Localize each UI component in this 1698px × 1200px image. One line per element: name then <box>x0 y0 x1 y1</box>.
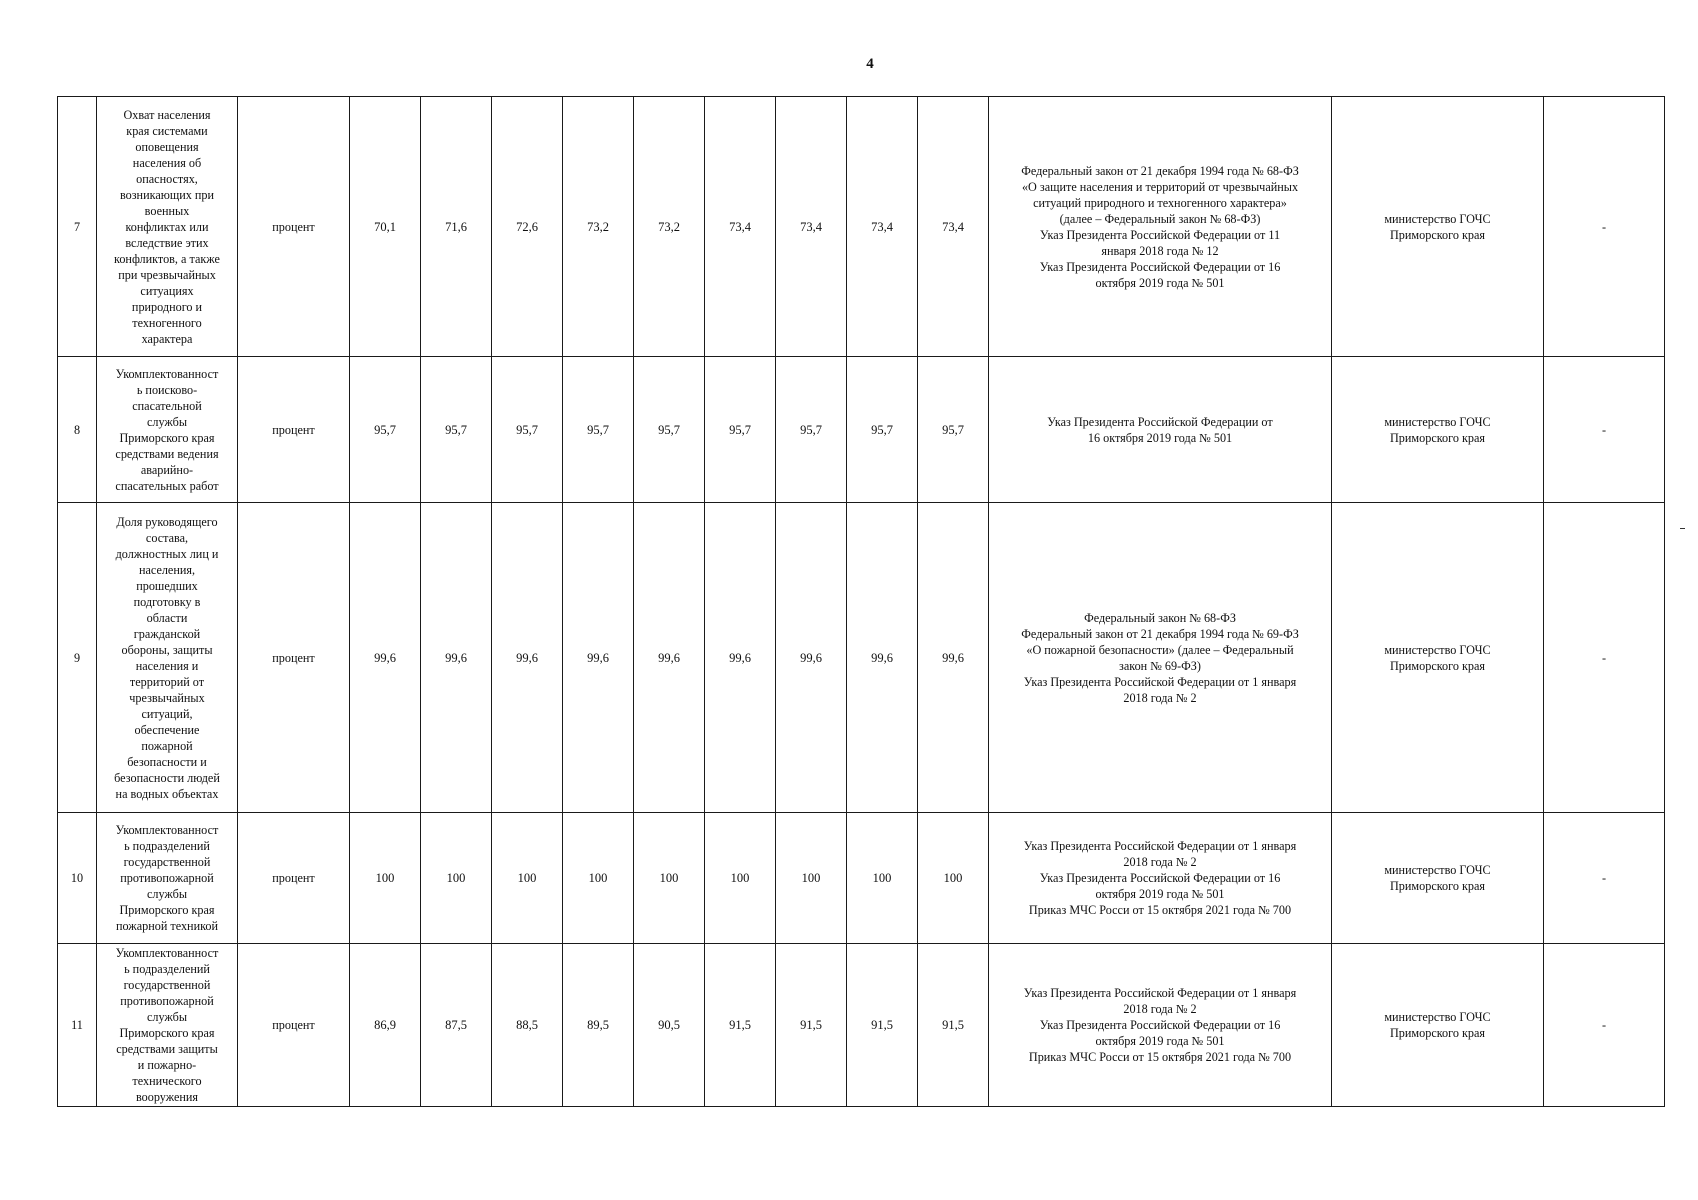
indicator-name-line: Доля руководящего <box>116 514 218 529</box>
indicator-name-line: службы <box>146 1010 188 1024</box>
legal-basis-line: Приказ МЧС Росси от 15 октября 2021 года № 700 <box>1028 1050 1292 1064</box>
page-number: 4 <box>866 56 874 72</box>
value-cell: 99,6 <box>776 503 847 813</box>
legal-basis-line: Указ Президента Российской Федерации от 1 января <box>1023 839 1297 853</box>
indicator-name-line: опасностях, <box>136 171 198 186</box>
value-cell: 88,5 <box>492 944 563 1107</box>
indicator-name-cell <box>97 944 238 1107</box>
responsible-line: министерство ГОЧС <box>1384 863 1491 877</box>
legal-basis-line: Федеральный закон от 21 декабря 1994 года № 69-ФЗ <box>1021 626 1299 641</box>
legal-basis-cell <box>989 813 1332 944</box>
value-cell: 100 <box>421 813 492 944</box>
indicator-name-cell <box>97 357 238 503</box>
responsible-cell <box>1332 944 1544 1107</box>
value-cell: 99,6 <box>421 503 492 813</box>
legal-basis-cell <box>989 944 1332 1107</box>
legal-basis-line: 16 октября 2019 года № 501 <box>1087 430 1233 445</box>
value-cell: 72,6 <box>492 97 563 357</box>
note-cell: - <box>1544 813 1665 944</box>
table-row <box>58 813 1665 944</box>
note-cell: - <box>1544 357 1665 503</box>
value-cell: 95,7 <box>492 357 563 503</box>
legal-basis-line: октября 2019 года № 501 <box>1095 887 1225 901</box>
legal-basis-line: января 2018 года № 12 <box>1101 243 1219 258</box>
indicator-name-line: ь поисково- <box>136 382 198 397</box>
indicator-name-line: безопасности и <box>127 754 207 769</box>
value-cell: 99,6 <box>847 503 918 813</box>
value-cell: 91,5 <box>918 944 989 1107</box>
legal-basis-line: (далее – Федеральный закон № 68-ФЗ) <box>1059 211 1261 226</box>
indicator-name-line: ь подразделений <box>124 962 210 976</box>
indicator-name-line: возникающих при <box>119 187 215 202</box>
value-cell: 73,4 <box>847 97 918 357</box>
indicator-name-line: службы <box>146 887 188 901</box>
legal-basis-line: «О защите населения и территорий от чрезвычайных <box>1021 179 1299 194</box>
row-number-cell: 7 <box>58 97 97 357</box>
indicator-name-line: вооружения <box>135 1090 199 1104</box>
indicator-name-line: Приморского края <box>119 903 215 917</box>
indicator-name-line: Приморского края <box>119 1026 215 1040</box>
margin-mark <box>1680 528 1685 529</box>
value-cell: 73,4 <box>705 97 776 357</box>
indicator-name-line: Охват населения <box>123 107 211 122</box>
unit-cell: процент <box>238 503 350 813</box>
value-cell: 91,5 <box>847 944 918 1107</box>
value-cell: 89,5 <box>563 944 634 1107</box>
value-cell: 95,7 <box>563 357 634 503</box>
indicator-name-line: конфликтах или <box>125 219 209 234</box>
responsible-line: Приморского края <box>1390 879 1485 893</box>
indicator-name-line: пожарной техникой <box>115 919 219 933</box>
indicator-name-line: прошедших <box>136 578 198 593</box>
value-cell: 95,7 <box>918 357 989 503</box>
legal-basis-line: «О пожарной безопасности» (далее – Федеральный <box>1026 642 1294 657</box>
legal-basis-line: Указ Президента Российской Федерации от 16 <box>1039 1018 1281 1032</box>
indicator-name-line: государственной <box>123 855 211 869</box>
value-cell: 100 <box>492 813 563 944</box>
row-number-cell: 9 <box>58 503 97 813</box>
value-cell: 91,5 <box>705 944 776 1107</box>
value-cell: 100 <box>918 813 989 944</box>
indicator-name-line: аварийно- <box>140 462 194 477</box>
legal-basis-line: октября 2019 года № 501 <box>1095 1034 1225 1048</box>
table-row <box>58 944 1665 1107</box>
indicator-name-line: Укомплектованност <box>115 946 219 960</box>
indicator-name-line: Укомплектованност <box>115 366 219 381</box>
value-cell: 99,6 <box>350 503 421 813</box>
unit-cell: процент <box>238 97 350 357</box>
legal-basis-line: Федеральный закон от 21 декабря 1994 года № 68-ФЗ <box>1021 163 1299 178</box>
indicator-name-line: населения и <box>135 658 199 673</box>
value-cell: 99,6 <box>634 503 705 813</box>
value-cell: 100 <box>350 813 421 944</box>
indicator-name-line: ь подразделений <box>124 839 210 853</box>
legal-basis-cell <box>989 503 1332 813</box>
note-cell: - <box>1544 944 1665 1107</box>
indicator-name-line: на водных объектах <box>115 786 219 801</box>
indicator-name-line: вследствие этих <box>125 235 209 250</box>
indicator-name-cell <box>97 97 238 357</box>
indicator-name-line: должностных лиц и <box>115 546 219 561</box>
value-cell: 99,6 <box>705 503 776 813</box>
indicator-name-line: подготовку в <box>133 594 201 609</box>
legal-basis-line: Указ Президента Российской Федерации от 16 <box>1039 259 1281 274</box>
value-cell: 87,5 <box>421 944 492 1107</box>
value-cell: 95,7 <box>350 357 421 503</box>
indicators-table <box>57 96 1665 1107</box>
unit-cell: процент <box>238 813 350 944</box>
legal-basis-line: 2018 года № 2 <box>1123 855 1197 869</box>
indicator-name-line: противопожарной <box>120 871 214 885</box>
indicator-name-line: населения об <box>132 155 202 170</box>
indicator-name-line: обеспечение <box>134 722 200 737</box>
indicator-name-line: гражданской <box>133 626 201 641</box>
legal-basis-cell <box>989 357 1332 503</box>
responsible-line: Приморского края <box>1390 1026 1485 1040</box>
value-cell: 71,6 <box>421 97 492 357</box>
indicator-name-cell <box>97 503 238 813</box>
value-cell: 95,7 <box>421 357 492 503</box>
value-cell: 99,6 <box>563 503 634 813</box>
responsible-line: Приморского края <box>1390 658 1485 673</box>
responsible-line: министерство ГОЧС <box>1384 211 1491 226</box>
legal-basis-cell <box>989 97 1332 357</box>
row-number-cell: 10 <box>58 813 97 944</box>
indicator-name-line: средствами защиты <box>116 1042 218 1056</box>
legal-basis-line: ситуаций природного и техногенного характера» <box>1033 195 1287 210</box>
value-cell: 95,7 <box>847 357 918 503</box>
indicator-name-line: и пожарно- <box>137 1058 197 1072</box>
responsible-cell <box>1332 813 1544 944</box>
value-cell: 95,7 <box>705 357 776 503</box>
indicator-name-line: противопожарной <box>120 994 214 1008</box>
legal-basis-line: Указ Президента Российской Федерации от 1 января <box>1023 674 1297 689</box>
responsible-cell <box>1332 97 1544 357</box>
value-cell: 100 <box>634 813 705 944</box>
indicator-name-line: государственной <box>123 978 211 992</box>
indicator-name-line: спасательных работ <box>115 478 219 493</box>
legal-basis-line: Указ Президента Российской Федерации от 1 января <box>1023 986 1297 1000</box>
responsible-line: Приморского края <box>1390 227 1485 242</box>
value-cell: 73,2 <box>563 97 634 357</box>
indicator-name-line: населения, <box>138 562 196 577</box>
value-cell: 95,7 <box>634 357 705 503</box>
responsible-line: министерство ГОЧС <box>1384 1010 1491 1024</box>
legal-basis-line: Указ Президента Российской Федерации от 11 <box>1039 227 1281 242</box>
indicator-name-line: Укомплектованност <box>115 823 219 837</box>
indicator-name-line: чрезвычайных <box>129 690 205 705</box>
indicator-name-line: края системами <box>126 123 208 138</box>
unit-cell: процент <box>238 944 350 1107</box>
value-cell: 100 <box>563 813 634 944</box>
indicator-name-line: оповещения <box>135 139 199 154</box>
indicator-name-line: области <box>146 610 188 625</box>
value-cell: 100 <box>776 813 847 944</box>
unit-cell: процент <box>238 357 350 503</box>
indicator-name-line: безопасности людей <box>114 770 220 785</box>
indicator-name-line: конфликтов, а также <box>114 251 220 266</box>
legal-basis-line: Указ Президента Российской Федерации от 16 <box>1039 871 1281 885</box>
indicator-name-line: состава, <box>145 530 189 545</box>
legal-basis-line: закон № 69-ФЗ) <box>1119 658 1201 673</box>
indicator-name-line: технического <box>132 1074 202 1088</box>
value-cell: 99,6 <box>492 503 563 813</box>
indicator-name-line: территорий от <box>129 674 205 689</box>
responsible-cell <box>1332 503 1544 813</box>
note-cell: - <box>1544 97 1665 357</box>
table-row <box>58 97 1665 357</box>
table-row <box>58 503 1665 813</box>
note-cell: - <box>1544 503 1665 813</box>
value-cell: 73,4 <box>776 97 847 357</box>
legal-basis-line: октября 2019 года № 501 <box>1095 275 1225 290</box>
responsible-cell <box>1332 357 1544 503</box>
value-cell: 95,7 <box>776 357 847 503</box>
value-cell: 86,9 <box>350 944 421 1107</box>
value-cell: 100 <box>705 813 776 944</box>
indicator-name-line: при чрезвычайных <box>118 267 216 282</box>
legal-basis-line: 2018 года № 2 <box>1123 690 1197 705</box>
legal-basis-line: Приказ МЧС Росси от 15 октября 2021 года № 700 <box>1028 903 1292 917</box>
indicator-name-line: пожарной <box>141 738 193 753</box>
indicator-name-line: природного и <box>131 299 203 314</box>
legal-basis-line: Федеральный закон № 68-ФЗ <box>1084 610 1236 625</box>
value-cell: 73,4 <box>918 97 989 357</box>
value-cell: 99,6 <box>918 503 989 813</box>
value-cell: 91,5 <box>776 944 847 1107</box>
indicator-name-line: техногенного <box>132 315 202 330</box>
legal-basis-line: 2018 года № 2 <box>1123 1002 1197 1016</box>
value-cell: 70,1 <box>350 97 421 357</box>
responsible-line: министерство ГОЧС <box>1384 414 1491 429</box>
value-cell: 90,5 <box>634 944 705 1107</box>
value-cell: 100 <box>847 813 918 944</box>
row-number-cell: 11 <box>58 944 97 1107</box>
indicator-name-line: ситуаций, <box>141 706 193 721</box>
indicator-name-line: спасательной <box>132 398 202 413</box>
indicator-name-line: ситуациях <box>140 283 194 298</box>
indicator-name-line: службы <box>146 414 188 429</box>
indicator-name-cell <box>97 813 238 944</box>
indicator-name-line: военных <box>144 203 190 218</box>
indicator-name-line: Приморского края <box>119 430 215 445</box>
indicator-name-line: характера <box>141 331 193 346</box>
row-number-cell: 8 <box>58 357 97 503</box>
legal-basis-line: Указ Президента Российской Федерации от <box>1047 414 1273 429</box>
value-cell: 73,2 <box>634 97 705 357</box>
responsible-line: Приморского края <box>1390 430 1485 445</box>
indicator-name-line: обороны, защиты <box>121 642 213 657</box>
responsible-line: министерство ГОЧС <box>1384 642 1491 657</box>
indicator-name-line: средствами ведения <box>115 446 219 461</box>
table-row <box>58 357 1665 503</box>
